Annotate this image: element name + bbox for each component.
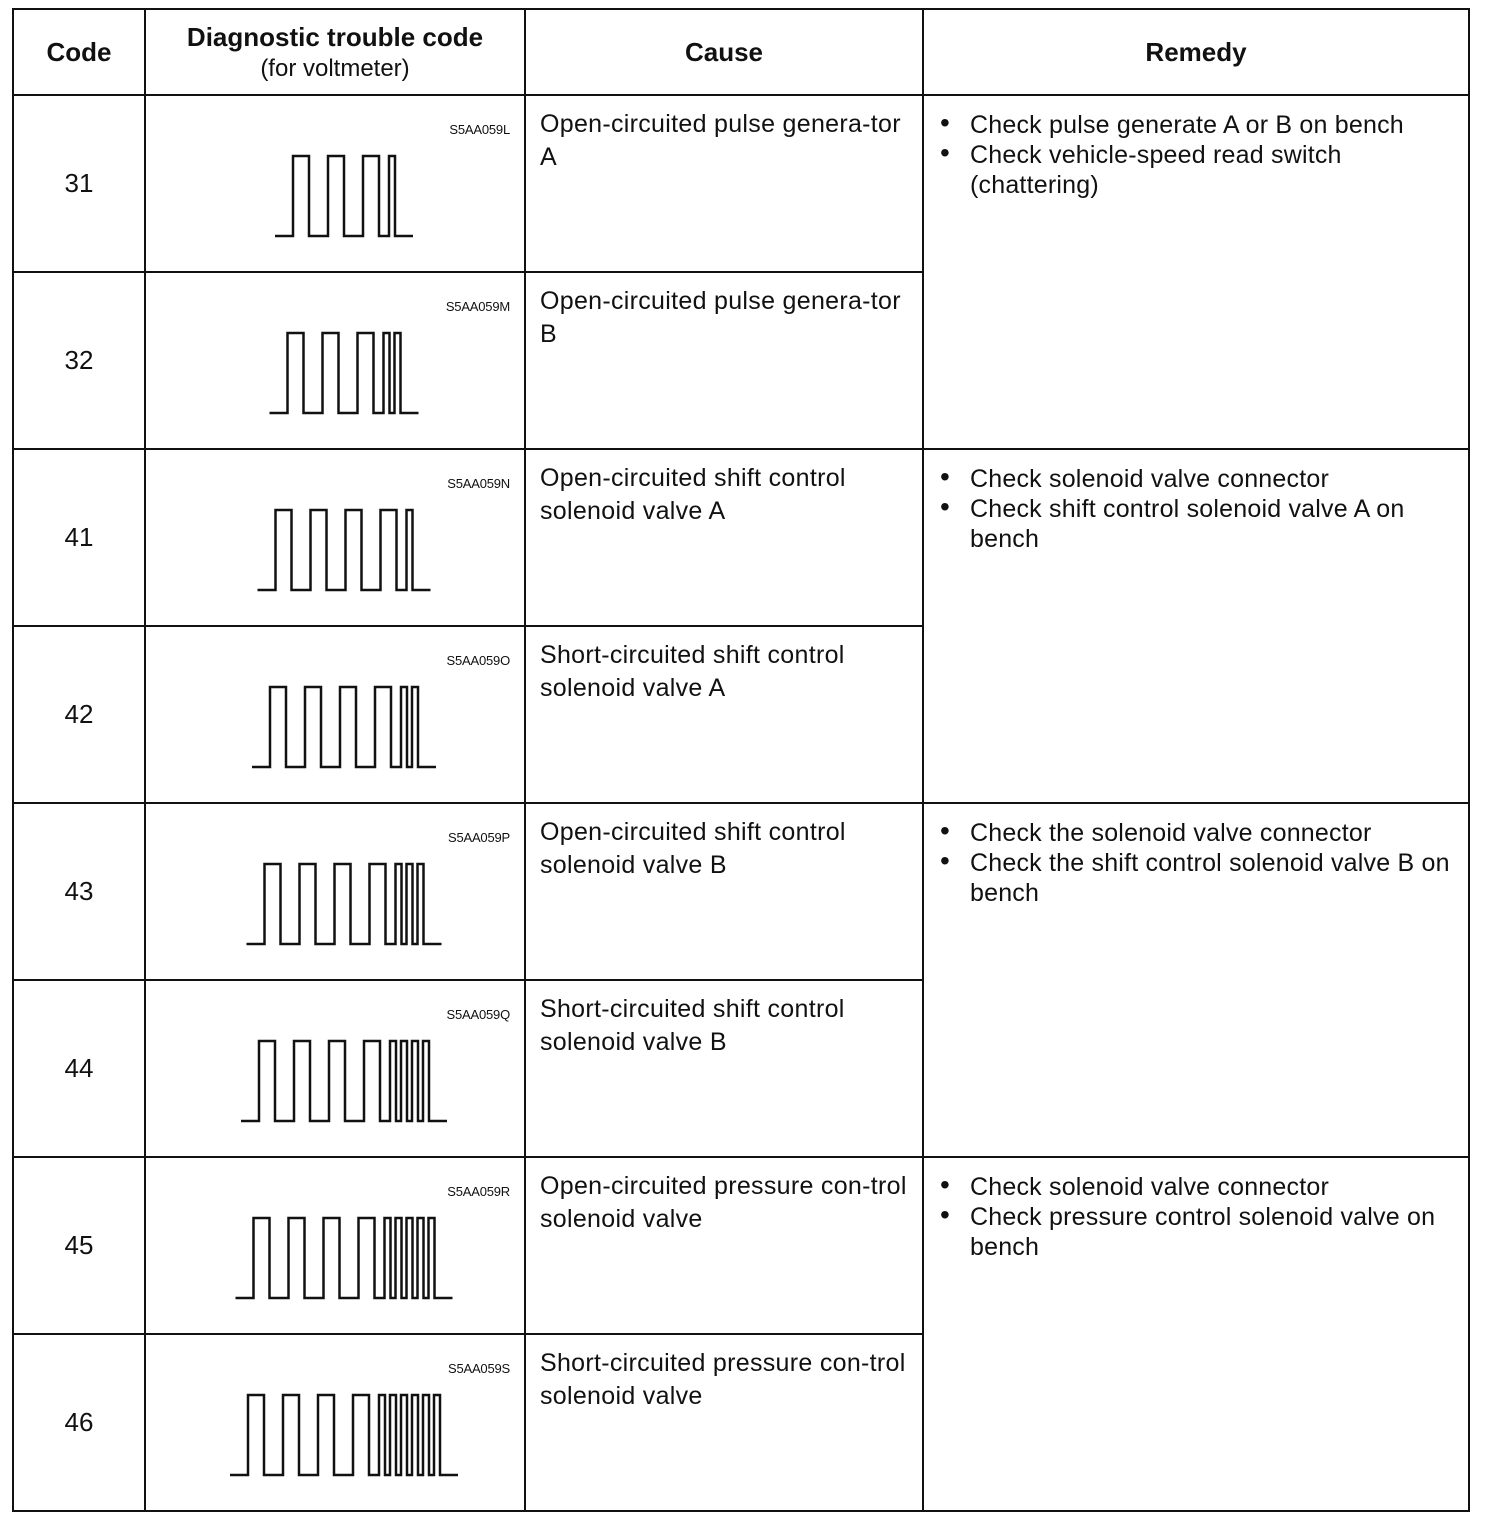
pulse-waveform <box>146 273 524 448</box>
remedy-item: • Check pulse generate A or B on bench <box>934 110 1458 140</box>
table-row <box>13 1157 1469 1334</box>
waveform-cell <box>145 1334 525 1511</box>
figure-id: S5AA059L <box>449 122 510 137</box>
pulse-waveform <box>146 450 524 625</box>
cause-cell: Open-circuited shift control solenoid valve B <box>525 803 923 980</box>
pulse-line <box>247 864 442 944</box>
remedy-list <box>934 818 1458 908</box>
pulse-line <box>252 687 436 767</box>
pulse-waveform <box>146 627 524 802</box>
waveform-cell <box>145 626 525 803</box>
header-dtc-subtitle: (for voltmeter) <box>260 54 410 82</box>
figure-id: S5AA059O <box>446 653 510 668</box>
remedy-cell <box>923 95 1469 449</box>
diagnostic-trouble-code-table <box>12 8 1470 1512</box>
cause-cell: Short-circuited shift control solenoid valve A <box>525 626 923 803</box>
table-row <box>13 803 1469 980</box>
cause-cell: Open-circuited pressure con-trol solenoid valve <box>525 1157 923 1334</box>
header-cause: Cause <box>525 9 923 95</box>
cause-cell: Short-circuited pressure con-trol solenoid valve <box>525 1334 923 1511</box>
remedy-list <box>934 110 1458 200</box>
code-cell: 32 <box>13 272 145 449</box>
header-code: Code <box>13 9 145 95</box>
waveform-cell <box>145 272 525 449</box>
waveform-cell <box>145 95 525 272</box>
code-cell: 46 <box>13 1334 145 1511</box>
cause-cell: Short-circuited shift control solenoid valve B <box>525 980 923 1157</box>
code-cell: 44 <box>13 980 145 1157</box>
waveform-cell <box>145 1157 525 1334</box>
remedy-item: • Check vehicle-speed read switch (chattering) <box>934 140 1458 200</box>
remedy-list <box>934 1172 1458 1262</box>
table-header-row <box>13 9 1469 95</box>
cause-cell: Open-circuited shift control solenoid valve A <box>525 449 923 626</box>
header-dtc-title: Diagnostic trouble code <box>186 21 484 52</box>
header-dtc <box>145 9 525 95</box>
pulse-line <box>241 1041 447 1121</box>
remedy-item: • Check solenoid valve connector <box>934 464 1458 494</box>
code-cell: 42 <box>13 626 145 803</box>
pulse-waveform <box>146 804 524 979</box>
pulse-line <box>258 510 431 590</box>
remedy-item: • Check pressure control solenoid valve on bench <box>934 1202 1458 1262</box>
waveform-cell <box>145 449 525 626</box>
figure-id: S5AA059R <box>447 1184 510 1199</box>
remedy-cell <box>923 449 1469 803</box>
table-row <box>13 449 1469 626</box>
pulse-waveform <box>146 1158 524 1333</box>
figure-id: S5AA059P <box>447 830 510 845</box>
remedy-cell <box>923 803 1469 1157</box>
code-cell: 41 <box>13 449 145 626</box>
pulse-waveform <box>146 96 524 271</box>
pulse-waveform <box>146 981 524 1156</box>
pulse-line <box>270 333 419 413</box>
remedy-item: • Check shift control solenoid valve A on bench <box>934 494 1458 554</box>
waveform-cell <box>145 803 525 980</box>
remedy-item: • Check the solenoid valve connector <box>934 818 1458 848</box>
header-remedy: Remedy <box>923 9 1469 95</box>
remedy-item: • Check the shift control solenoid valve B on bench <box>934 848 1458 908</box>
pulse-line <box>236 1218 453 1298</box>
cause-cell: Open-circuited pulse genera-tor A <box>525 95 923 272</box>
pulse-line <box>275 156 413 236</box>
waveform-cell <box>145 980 525 1157</box>
pulse-waveform <box>146 1335 524 1510</box>
figure-id: S5AA059S <box>447 1361 510 1376</box>
pulse-line <box>230 1395 458 1475</box>
code-cell: 43 <box>13 803 145 980</box>
figure-id: S5AA059N <box>447 476 510 491</box>
figure-id: S5AA059M <box>445 299 510 314</box>
code-cell: 45 <box>13 1157 145 1334</box>
remedy-cell <box>923 1157 1469 1511</box>
remedy-item: • Check solenoid valve connector <box>934 1172 1458 1202</box>
figure-id: S5AA059Q <box>446 1007 510 1022</box>
cause-cell: Open-circuited pulse genera-tor B <box>525 272 923 449</box>
remedy-list <box>934 464 1458 554</box>
code-cell: 31 <box>13 95 145 272</box>
table-row <box>13 95 1469 272</box>
